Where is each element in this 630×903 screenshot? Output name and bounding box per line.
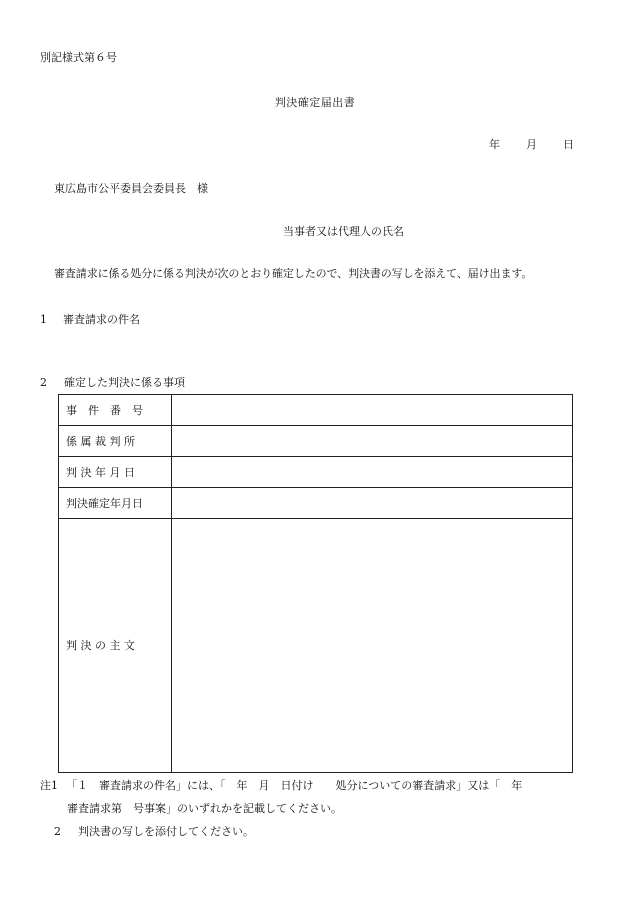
item-label: 審査請求の件名: [63, 313, 140, 326]
note-prefix: 注: [40, 779, 51, 792]
court-label: 係 属 裁 判 所: [59, 426, 172, 457]
note-1: [40, 780, 522, 791]
judgment-table: [58, 394, 573, 773]
judgment-date-label: 判 決 年 月 日: [59, 457, 172, 488]
item-label: 確定した判決に係る事項: [64, 376, 185, 389]
table-row: [59, 426, 573, 457]
form-number: 別記様式第６号: [40, 51, 117, 64]
item-number: 1: [40, 313, 47, 326]
statement: 審査請求に係る処分に係る判決が次のとおり確定したので、判決書の写しを添えて、届け出ます。: [54, 267, 533, 280]
note-2-text: 判決書の写しを添付してください。: [78, 825, 254, 838]
court-value[interactable]: [172, 426, 573, 457]
document-title: 判決確定届出書: [274, 96, 356, 109]
judgment-text-label: 判 決 の 主 文: [59, 519, 172, 773]
note-number: 1: [51, 779, 58, 792]
case-number-label: 事 件 番 号: [59, 395, 172, 426]
judgment-text-value[interactable]: [172, 519, 573, 773]
date-month: 月: [526, 138, 537, 151]
item-number: 2: [40, 376, 47, 389]
note-2: [54, 826, 254, 837]
finalization-date-value[interactable]: [172, 488, 573, 519]
table-row: [59, 457, 573, 488]
case-number-value[interactable]: [172, 395, 573, 426]
table-row: [59, 519, 573, 773]
addressee: 東広島市公平委員会委員長 様: [54, 182, 208, 195]
note-number: 2: [54, 825, 61, 838]
finalization-date-label: 判決確定年月日: [59, 488, 172, 519]
table-row: [59, 395, 573, 426]
note-1-line-1: 「１ 審査請求の件名」には、「 年 月 日付け 処分についての審査請求」又は「 年: [66, 779, 523, 792]
note-1-continuation: 審査請求第 号事案」のいずれかを記載してください。: [67, 802, 342, 815]
item-case-title: [40, 314, 140, 325]
note-heading: [40, 780, 66, 791]
signer-label: 当事者又は代理人の氏名: [283, 225, 404, 238]
table-row: [59, 488, 573, 519]
judgment-date-value[interactable]: [172, 457, 573, 488]
item-judgment-matters: [40, 377, 185, 388]
date-day: 日: [563, 138, 574, 151]
date-line: [489, 139, 574, 150]
date-year: 年: [489, 138, 500, 151]
